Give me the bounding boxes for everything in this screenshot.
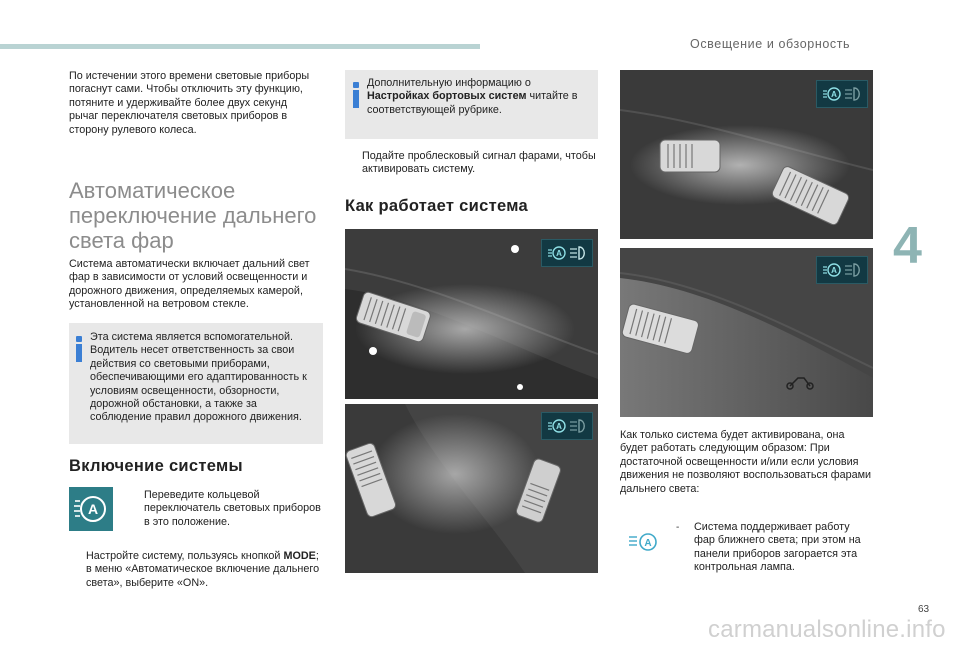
indicator-panel [816,80,868,108]
step-1 [127,489,322,529]
operation-description: Как только система будет активирована, она будет работать следующим образом: При достаточной освещенности и/или если условия движения не позволяют воспользоваться фарами дальнего света: [620,429,872,495]
info-icon [76,336,82,362]
auto-high-beam-icon [548,245,566,261]
description-paragraph: Система автоматически включает дальний свет фар в зависимости от условий освещенности и дорожного движения, определяемых камерой, установленной на ветровом стекле. [69,258,310,311]
info-box [345,70,598,139]
illustration-oncoming-car [345,404,598,573]
step-2 [69,550,327,590]
indicator-panel [541,239,593,267]
indicator-panel [541,412,593,440]
high-beam-icon [844,262,862,278]
svg-text:A: A [555,249,562,258]
svg-text:A: A [830,266,837,275]
auto-high-beam-icon [823,86,841,102]
dash-item-text: Система поддерживает работу фар ближнего света; при этом на панели приборов загорается эта контрольная лампа. [694,521,861,574]
auto-high-beam-icon [627,531,661,553]
dash-marker: - [676,522,680,533]
illustration-high-beam-on [345,229,598,399]
watermark: carmanualsonline.info [708,616,946,643]
step-3-text: Подайте проблесковый сигнал фарами, чтобы активировать систему. [362,150,596,176]
mode-button-label: MODE [283,550,316,562]
auto-high-beam-icon [548,418,566,434]
info-suffix: читайте в соответствующей рубрике. [367,90,578,116]
info-link: Настройках бортовых систем [367,90,527,103]
step-2-prefix: Настройте систему, пользуясь кнопкой [86,550,281,562]
light-switch-icon [69,487,113,531]
high-beam-icon [844,86,862,102]
high-beam-icon [569,245,587,261]
section-heading: Автоматическое переключение дальнего света фар [69,178,317,253]
dash-item [676,521,872,575]
illustration-following-car [620,70,873,239]
auto-high-beam-icon [823,262,841,278]
subheading-operation: Как работает система [345,197,528,215]
header-bar [0,44,480,49]
svg-text:A: A [87,501,99,517]
subheading-activation: Включение системы [69,457,243,475]
illustration-lit-road [620,248,873,417]
step-2-suffix: ; в меню «Автоматическое включение дальнего света», выберите «ON». [86,550,320,589]
svg-text:A: A [555,422,562,431]
svg-text:A: A [830,90,837,99]
info-text [367,77,593,117]
indicator-panel [816,256,868,284]
step-3 [345,150,597,177]
intro-paragraph: По истечении этого времени световые приборы погаснут сами. Чтобы отключить эту функцию, потяните и удерживайте более двух секунд рычаг переключателя световых приборов в сторону рулевого колеса. [69,70,310,136]
high-beam-icon [569,418,587,434]
note-box [69,323,323,444]
svg-text:A: A [644,538,652,549]
chapter-number: 4 [893,217,922,275]
note-text: Эта система является вспомогательной. Водитель несет ответственность за свои действия со световыми приборами, обеспечивающими его адаптированность к условиям освещенности, обзорности, дорожной обстановки, а также за соблюдение правил дорожного движения. [90,331,307,424]
section-title: Освещение и обзорность [690,37,851,51]
info-icon [353,82,359,108]
page-number: 63 [918,604,930,615]
info-prefix: Дополнительную информацию о [367,77,531,89]
step-1-text: Переведите кольцевой переключатель световых приборов в это положение. [144,489,321,528]
